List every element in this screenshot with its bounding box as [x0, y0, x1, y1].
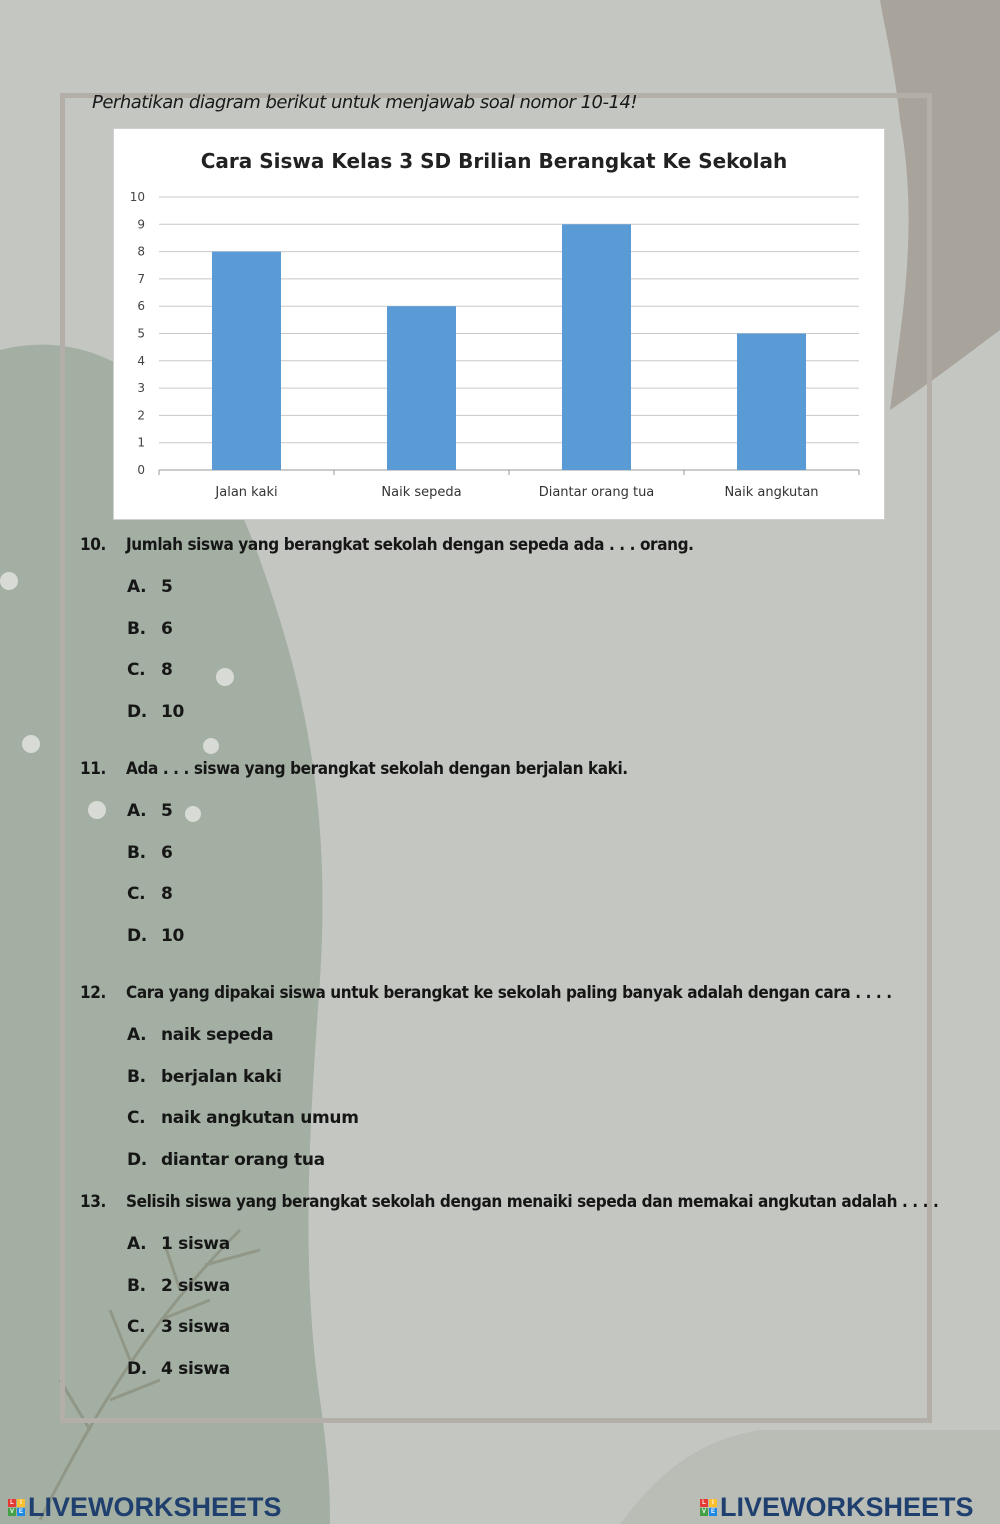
option-letter: A. — [127, 1234, 147, 1254]
logo-letter-v: V — [9, 1508, 14, 1515]
answer-option[interactable] — [127, 660, 173, 680]
option-text: naik angkutan umum — [161, 1108, 359, 1128]
option-text: diantar orang tua — [161, 1150, 325, 1170]
chart-title: Cara Siswa Kelas 3 SD Brilian Berangkat Ke Sekolah — [200, 149, 788, 173]
option-text: 6 — [161, 619, 173, 639]
question-10 — [80, 535, 694, 555]
answer-option[interactable] — [127, 926, 184, 946]
answer-option[interactable] — [127, 1108, 359, 1128]
option-text: 5 — [161, 577, 173, 597]
question-text: Cara yang dipakai siswa untuk berangkat ke sekolah paling banyak adalah dengan cara . . . . — [126, 983, 892, 1003]
option-text: 5 — [161, 801, 173, 821]
answer-option[interactable] — [127, 1359, 230, 1379]
answer-option[interactable] — [127, 1150, 325, 1170]
option-letter: A. — [127, 1025, 147, 1045]
bar-chart — [113, 128, 885, 520]
y-tick-label: 10 — [129, 190, 145, 204]
question-11 — [80, 759, 628, 779]
logo-letter-i: I — [17, 1499, 25, 1507]
answer-option[interactable] — [127, 1276, 230, 1296]
question-12 — [80, 983, 892, 1003]
option-text: 6 — [161, 843, 173, 863]
liveworksheets-logo-icon — [8, 1499, 25, 1516]
answer-option[interactable] — [127, 843, 173, 863]
option-letter: D. — [127, 926, 147, 946]
y-tick-label: 4 — [137, 353, 145, 368]
x-tick-label: Naik sepeda — [381, 485, 462, 500]
option-letter: D. — [127, 1359, 147, 1379]
option-letter: C. — [127, 1108, 146, 1128]
option-letter: B. — [127, 1276, 146, 1296]
option-text: 4 siswa — [161, 1359, 230, 1379]
option-text: 8 — [161, 884, 173, 904]
y-tick-label: 3 — [137, 381, 145, 396]
brand-text-left: LIVEWORKSHEETS — [28, 1491, 282, 1522]
bar-jalan-kaki — [212, 252, 281, 470]
answer-option[interactable] — [127, 1067, 282, 1087]
question-number: 11. — [80, 759, 106, 779]
chart-svg — [114, 129, 886, 521]
option-text: 10 — [161, 926, 185, 946]
option-letter: D. — [127, 1150, 147, 1170]
answer-option[interactable] — [127, 619, 173, 639]
y-tick-label: 2 — [137, 408, 145, 423]
logo-letter-l: L — [700, 1499, 708, 1507]
logo-letter-e: E — [710, 1508, 715, 1515]
question-number: 13. — [80, 1192, 106, 1212]
logo-letter-v: V — [701, 1508, 706, 1515]
y-tick-label: 9 — [137, 217, 145, 232]
question-text: Jumlah siswa yang berangkat sekolah dengan sepeda ada . . . orang. — [126, 535, 694, 555]
option-letter: B. — [127, 619, 146, 639]
y-tick-label: 7 — [137, 271, 145, 286]
question-number: 12. — [80, 983, 106, 1003]
y-tick-label: 8 — [137, 244, 145, 259]
answer-option[interactable] — [127, 1317, 230, 1337]
option-text: 10 — [161, 702, 185, 722]
answer-option[interactable] — [127, 1025, 273, 1045]
option-text: 1 siswa — [161, 1234, 230, 1254]
option-letter: A. — [127, 577, 147, 597]
bar-naik-sepeda — [387, 306, 456, 470]
answer-option[interactable] — [127, 577, 173, 597]
option-letter: B. — [127, 843, 146, 863]
logo-letter-i: I — [709, 1499, 717, 1507]
liveworksheets-logo-right[interactable] — [700, 1490, 974, 1524]
logo-letter-e: E — [18, 1508, 23, 1515]
x-tick-label: Naik angkutan — [724, 485, 819, 500]
liveworksheets-logo-left[interactable] — [8, 1490, 282, 1524]
x-tick-label: Diantar orang tua — [538, 485, 655, 500]
x-tick-label: Jalan kaki — [215, 485, 278, 500]
question-number: 10. — [80, 535, 106, 555]
bar-naik-angkutan — [737, 334, 806, 471]
y-tick-label: 5 — [137, 326, 145, 341]
question-13 — [80, 1192, 938, 1212]
bar-diantar-orang-tua — [562, 224, 631, 470]
option-text: 3 siswa — [161, 1317, 230, 1337]
option-letter: C. — [127, 1317, 146, 1337]
answer-option[interactable] — [127, 702, 184, 722]
logo-letter-l: L — [8, 1499, 16, 1507]
question-text: Selisih siswa yang berangkat sekolah dengan menaiki sepeda dan memakai angkutan adalah . . . . — [126, 1192, 939, 1212]
option-letter: C. — [127, 660, 146, 680]
option-letter: A. — [127, 801, 147, 821]
liveworksheets-logo-icon — [700, 1499, 717, 1516]
answer-option[interactable] — [127, 1234, 230, 1254]
option-text: berjalan kaki — [161, 1067, 282, 1087]
option-text: naik sepeda — [161, 1025, 274, 1045]
option-letter: B. — [127, 1067, 146, 1087]
instruction-text: Perhatikan diagram berikut untuk menjawab soal nomor 10-14! — [92, 92, 638, 113]
question-text: Ada . . . siswa yang berangkat sekolah dengan berjalan kaki. — [126, 759, 628, 779]
answer-option[interactable] — [127, 884, 173, 904]
option-letter: D. — [127, 702, 147, 722]
option-letter: C. — [127, 884, 146, 904]
option-text: 2 siswa — [161, 1276, 230, 1296]
answer-option[interactable] — [127, 801, 173, 821]
y-tick-label: 6 — [137, 299, 145, 314]
y-tick-label: 1 — [137, 435, 145, 450]
option-text: 8 — [161, 660, 173, 680]
y-tick-label: 0 — [137, 463, 145, 477]
brand-text-right: LIVEWORKSHEETS — [720, 1491, 974, 1522]
